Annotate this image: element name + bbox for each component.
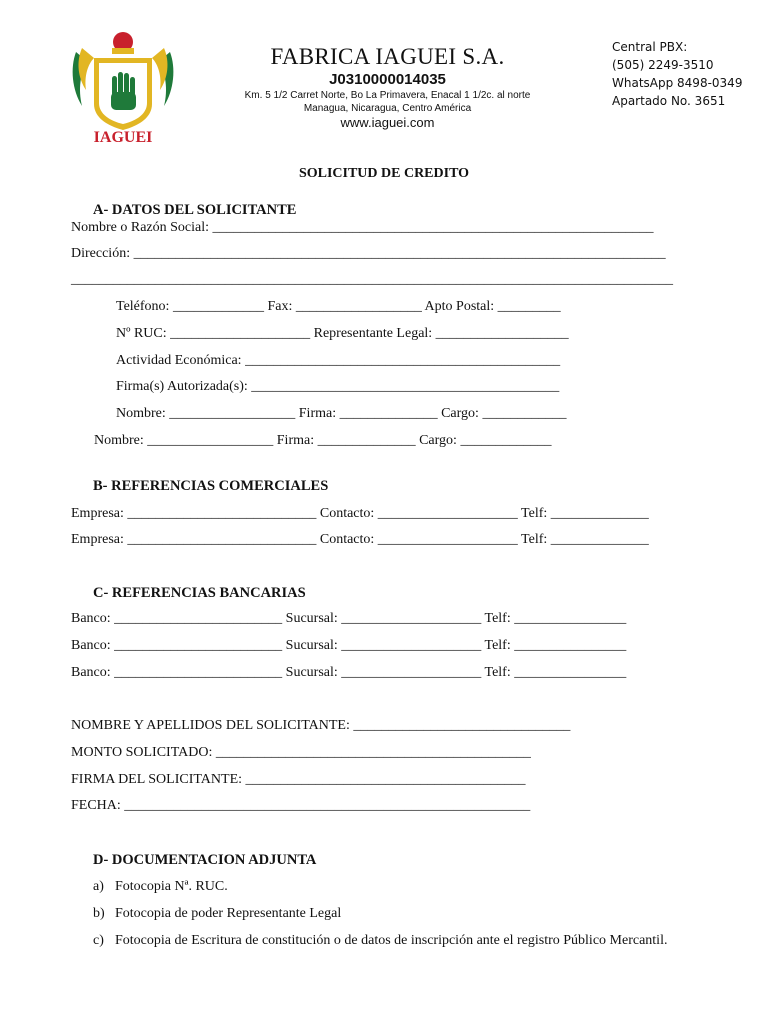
list-item-letter: c): [93, 933, 104, 948]
form-line: MONTO SOLICITADO: _____________________________________________: [71, 745, 531, 760]
form-line: Banco: ________________________ Sucursal: ____________________ Telf: ________________: [71, 638, 627, 653]
form-line: Firma(s) Autorizada(s): ____________________________________________: [116, 379, 560, 394]
form-line: Nombre: __________________ Firma: ______________ Cargo: _____________: [94, 433, 552, 448]
list-item-text: Fotocopia Nª. RUC.: [115, 879, 228, 894]
form-line: ______________________________________________________________________________________: [71, 272, 673, 287]
form-line: Empresa: ___________________________ Contacto: ____________________ Telf: ______________: [71, 532, 649, 547]
section-c-heading: C- REFERENCIAS BANCARIAS: [93, 585, 306, 601]
list-item-text: Fotocopia de Escritura de constitución o de datos de inscripción ante el registro Público Mercantil.: [115, 933, 668, 948]
form-line: Nombre o Razón Social: _______________________________________________________________: [71, 220, 654, 235]
form-line: Banco: ________________________ Sucursal: ____________________ Telf: ________________: [71, 611, 627, 626]
company-address: [190, 89, 585, 115]
address-line: Managua, Nicaragua, Centro América: [303, 103, 472, 114]
company-id: J0310000014035: [329, 71, 446, 88]
form-line: FIRMA DEL SOLICITANTE: ________________________________________: [71, 772, 526, 787]
form-line: Teléfono: _____________ Fax: __________________ Apto Postal: _________: [116, 299, 561, 314]
address-line: Km. 5 1/2 Carret Norte, Bo La Primavera, Enacal 1 1/2c. al norte: [244, 90, 531, 101]
central-phone: (505) 2249-3510: [612, 58, 714, 72]
whatsapp-number: WhatsApp 8498-0349: [612, 76, 743, 90]
form-line: NOMBRE Y APELLIDOS DEL SOLICITANTE: _______________________________: [71, 718, 571, 733]
form-line: Actividad Económica: _____________________________________________: [116, 353, 561, 368]
apartado: Apartado No. 3651: [612, 94, 726, 108]
company-name: FABRICA IAGUEI S.A.: [270, 44, 505, 69]
central-label: Central PBX:: [612, 40, 688, 54]
form-line: Banco: ________________________ Sucursal: ____________________ Telf: ________________: [71, 665, 627, 680]
form-line: Empresa: ___________________________ Contacto: ____________________ Telf: ______________: [71, 506, 649, 521]
list-item-letter: b): [93, 906, 105, 921]
contact-box: [612, 38, 762, 110]
list-item-text: Fotocopia de poder Representante Legal: [115, 906, 342, 921]
section-b-heading: B- REFERENCIAS COMERCIALES: [93, 478, 329, 494]
section-a-heading: A- DATOS DEL SOLICITANTE: [93, 202, 297, 218]
document-title: SOLICITUD DE CREDITO: [298, 166, 470, 181]
form-line: Dirección: ____________________________________________________________________________: [71, 246, 666, 261]
form-line: Nombre: __________________ Firma: ______________ Cargo: ____________: [116, 406, 567, 421]
form-line: Nº RUC: ____________________ Representante Legal: ___________________: [116, 326, 569, 341]
logo-text: IAGUEI: [93, 129, 153, 146]
list-item-letter: a): [93, 879, 104, 894]
section-d-heading: D- DOCUMENTACION ADJUNTA: [93, 852, 317, 868]
list-item: [93, 879, 228, 895]
list-item: [93, 933, 667, 949]
form-line: FECHA: __________________________________________________________: [71, 798, 531, 813]
list-item: [93, 906, 341, 922]
iaguei-logo: [68, 28, 178, 146]
company-website: www.iaguei.com: [340, 115, 435, 130]
